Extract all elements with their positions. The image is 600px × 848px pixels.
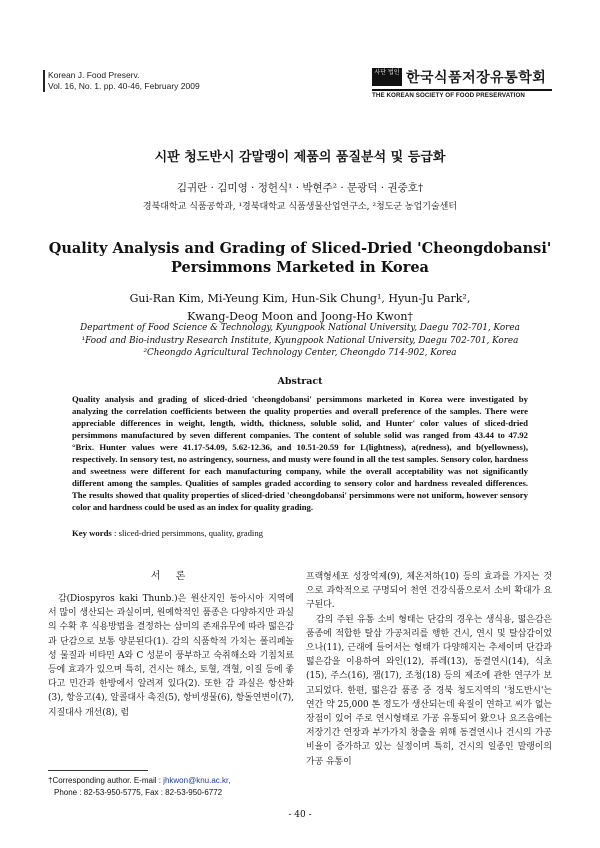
footnote-phone: Phone : 82-53-950-5775, Fax : 82-53-950-6772 [54, 787, 223, 797]
keywords-label: Key words [72, 528, 112, 538]
body-paragraph: 감의 주된 유통 소비 형태는 단감의 경우는 생식용, 떫은감은 품종에 적합한 탈삽 가공처리를 행한 건시, 연시 및 탈삽감이었으나(11), 근래에 들어서는 형태가 다양해지는 추세이며 단감과 떫은감을 이용하여 와인(12), 퓨레(13), 동결연시(14), 식초(15), 주스(16), 잼(17), 조청(18) 등의 제조에 관한 연구가 보고되었다. 한편, 떫은감 품종 중 경북 청도지역의 '청도반시'는 연간 약 25,000 톤 정도가 생산되는데 육질이 연하고 씨가 없는 장점이 있어 주로 연시형태로 가공 유통되어 왔으나 요즈음에는 저장기간 연장과 부가가치 창출을 위해 동결연시나 건시의 가공비율이 증가하고 있는 실정이며 특히, 건시의 일종인 말랭이의 가공 유통이 [306, 614, 552, 767]
english-authors [0, 290, 600, 326]
korean-title: 시판 청도반시 감말랭이 제품의 품질분석 및 등급화 [154, 150, 446, 165]
logo-korean: 한국식품저장유통학회 [406, 70, 547, 86]
logo-rule [372, 89, 552, 91]
abstract-text: Quality analysis and grading of sliced-dried 'cheongdobansi' persimmons marketed in Korea were investigated by analyzing the correlation coefficients between the quality properties and overall preference of the samples. There were appreciable differences in weight, length, width, thickness, soluble solid, and Hunter' color values of sliced-dried persimmons manufactured by seven different companies. The content of soluble solid was ranged from 43.44 to 47.92 °Brix. Hunter values were 41.17-54.09, 5.62-12.36, and 10.51-20.59 for L(lightness), a(redness), and b(yellowness), respectively. In sensory test, no astringency, sourness, and musty were found in all the test samples. Sensory color, hardness and sweetness were different for each manufacturing company, while the overall acceptability was not significantly different among the samples. Qualities of samples graded according to sensory color and hardness revealed differences. The results showed that quality properties of sliced-dried 'cheongdobansi' persimmons were not uniform, however sensory color and hardness could be used as an index for quality grading. [72, 394, 528, 512]
keywords-sep: : [111, 528, 119, 538]
affiliation-1: Department of Food Science & Technology, Kyungpook National University, Daegu 702-701, Korea [80, 323, 520, 333]
email-link[interactable]: jhkwon@knu.ac.kr, [163, 776, 231, 785]
logo-mark: 사단 법인 [372, 68, 402, 86]
footnote-corresponding: †Corresponding author. E-mail : [48, 776, 164, 785]
korean-authors: 김귀란 · 김미영 · 정헌식¹ · 박현주² · 문광덕 · 권중호† [176, 182, 424, 194]
section-title: 서 론 [150, 571, 192, 582]
society-logo [372, 67, 552, 99]
citation-bar [43, 70, 45, 92]
journal-citation [48, 70, 200, 92]
body-paragraph-continued: 프랙형세포 성장억제(9), 체온저하(10) 등의 효과를 가지는 것으로 과학적으로 구명되어 천연 건강식품으로서 소비 확대가 요구된다. [306, 572, 552, 611]
abstract-heading: Abstract [277, 376, 323, 387]
english-title-line2: Persimmons Marketed in Korea [171, 259, 429, 276]
page-number: - 40 - [288, 810, 312, 820]
korean-affiliations: 경북대학교 식품공학과, ¹경북대학교 식품생물산업연구소, ²청도군 농업기술센터 [142, 202, 458, 212]
body-paragraph: 감(Diospyros kaki Thunb.)은 원산지인 동아시아 지역에서 많이 생산되는 과실이며, 원예학적인 품종은 다양하지만 과실의 수확 후 식용방법을 결정하는 삼미의 존재유무에 따라 떫은감과 단감으로 보통 양분된다(1). 감의 식품학적 가치는 폴리페놀성 물질과 비타민 A와 C 성분이 풍부하고 숙취해소와 기침치료 등에 효과가 있으며 특히, 건시는 해소, 토혈, 객혈, 이질 등에 좋다고 민간과 한방에서 알려져 있다(2). 또한 감 과실은 항산화(3), 항응고(4), 알콜대사 촉진(5), 항비생물(6), 항돌연변이(7), 지질대사 개선(8), 럼 [48, 594, 294, 718]
affiliation-3: ²Cheongdo Agricultural Technology Center, Cheongdo 714-902, Korea [143, 348, 457, 358]
english-authors-line1: Gui-Ran Kim, Mi-Yeung Kim, Hun-Sik Chung¹, Hyun-Ju Park², [129, 292, 471, 305]
journal-name: Korean J. Food Preserv. [48, 70, 140, 80]
english-affiliations [0, 322, 600, 360]
english-title [0, 239, 600, 277]
english-title-line1: Quality Analysis and Grading of Sliced-Dried 'Cheongdobansi' [48, 240, 552, 257]
footnote-rule [48, 770, 148, 771]
affiliation-2: ¹Food and Bio-industry Research Institute, Kyungpook National University, Daegu 702-701, Korea [81, 335, 519, 346]
journal-volume: Vol. 16, No. 1. pp. 40-46, February 2009 [48, 81, 200, 91]
keywords [72, 528, 263, 538]
logo-english: THE KOREAN SOCIETY OF FOOD PRESERVATION [372, 92, 525, 99]
english-authors-line2: Kwang-Deog Moon and Joong-Ho Kwon† [187, 310, 413, 323]
body-right-column [306, 570, 552, 769]
body-left-column [48, 570, 294, 720]
footnote [48, 775, 230, 798]
keywords-list: sliced-dried persimmons, quality, grading [118, 528, 264, 538]
